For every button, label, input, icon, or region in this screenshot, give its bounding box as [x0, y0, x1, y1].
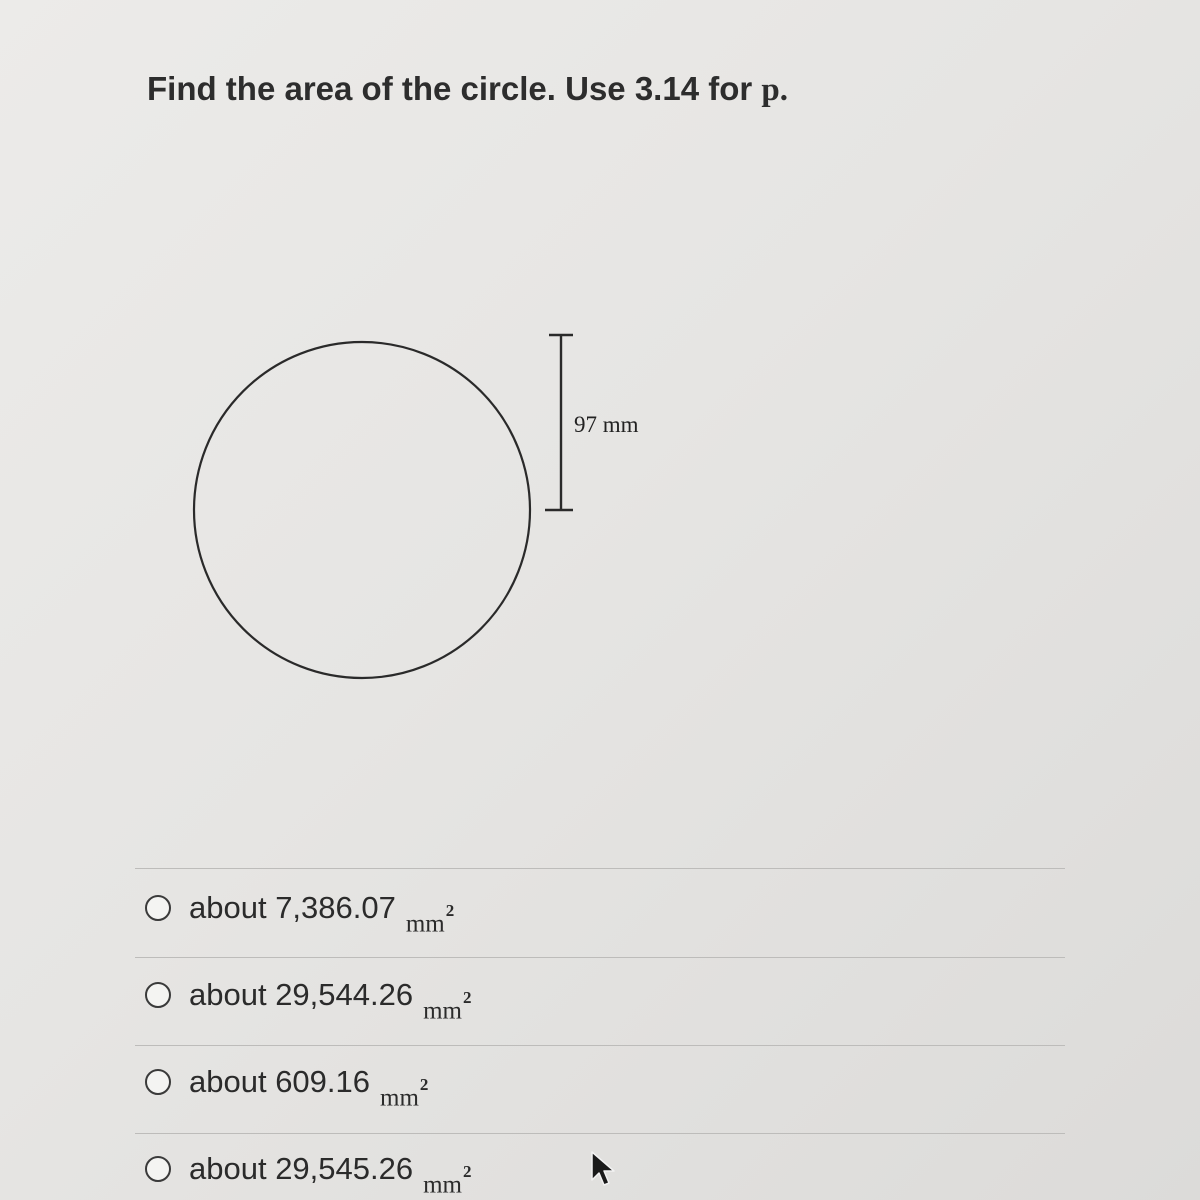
question-text: Find the area of the circle. Use 3.14 for [147, 70, 762, 107]
arrow-pointer-icon [590, 1150, 616, 1188]
dimension-label: 97 mm [574, 412, 639, 437]
answer-option-4[interactable] [145, 1147, 472, 1198]
option-unit: $mm^2$ [380, 1074, 429, 1111]
answer-option-3[interactable] [145, 1060, 429, 1111]
radio-circle-icon[interactable] [145, 1156, 171, 1182]
divider [135, 1045, 1065, 1046]
answer-option-1[interactable] [145, 886, 455, 937]
option-label: about 609.16 $mm^2$ [189, 1064, 429, 1111]
divider [135, 957, 1065, 958]
option-unit: $mm^2$ [423, 987, 472, 1024]
radio-circle-icon[interactable] [145, 895, 171, 921]
divider [135, 868, 1065, 869]
radio-circle-icon[interactable] [145, 1069, 171, 1095]
option-label: about 29,545.26 $mm^2$ [189, 1151, 472, 1198]
option-unit: $mm^2$ [405, 900, 455, 937]
option-label: about 7,386.07 $mm^2$ [189, 890, 455, 937]
divider [135, 1133, 1065, 1134]
answer-option-2[interactable] [145, 973, 472, 1024]
radio-circle-icon[interactable] [145, 982, 171, 1008]
option-unit: $mm^2$ [423, 1161, 472, 1198]
pi-symbol: p. [761, 72, 788, 108]
option-label: about 29,544.26 $mm^2$ [189, 977, 472, 1024]
